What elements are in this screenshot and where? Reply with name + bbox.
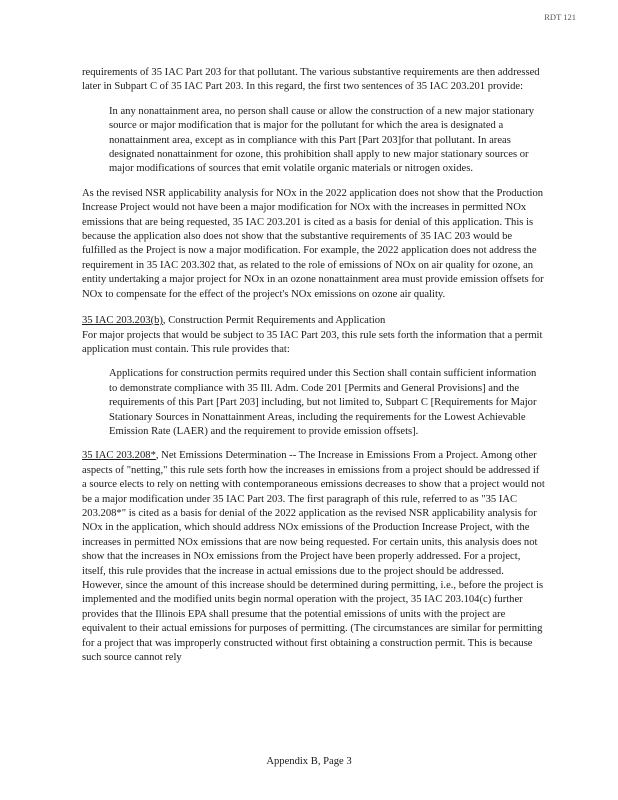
paragraph-nox-analysis: As the revised NSR applicability analysis for NOx in the 2022 application does not show that the Production Increase Project would not have been a major modification for NOx with the increases in permitted NOx emissions that are being requested, 35 IAC 203.201 is cited as a basis for denial of this application. This is because the application also does not show that the substantive requirements of 35 IAC 203 would be fulfilled as the Project is now a major modification. For example, the 2022 application does not address the requirement in 35 IAC 203.302 that, as related to the role of emissions of NOx on air quality for ozone, an entity undertaking a major project for NOx in an ozone nonattainment area must provide emission offsets for NOx to compensate for the effect of the project's NOx emissions on ozone air quality. <box>82 187 544 300</box>
block-quote-203-201: In any nonattainment area, no person shall cause or allow the construction of a new major stationary source or major modification that is major for the pollutant for which the area is designated a nonattainment area, except as in compliance with this Part [Part 203]for that pollutant. In areas designated nonattainment for ozone, this prohibition shall apply to new major stationary sources or major modifications of sources that emit volatile organic materials or nitrogen oxides. <box>109 105 535 175</box>
paragraph-203-203b-body: For major projects that would be subject to 35 IAC Part 203, this rule sets forth the information that a permit application must contain. This rule provides that: <box>82 329 543 355</box>
block-quote-203-203b: Applications for construction permits required under this Section shall contain sufficient information to demonstrate compliance with 35 Ill. Adm. Code 201 [Permits and General Provisions] and the requirements of this Part [Part 203] including, but not limited to, Subpart C [Requirements for Major Stationary Sources in Nonattainment Areas, including the requirements for the Lowest Achievable Emission Rate (LAER) and the requirement to provide emission offsets]. <box>109 368 537 437</box>
document-body <box>82 66 546 665</box>
paragraph-intro: requirements of 35 IAC Part 203 for that pollutant. The various substantive requirements are then addressed later in Subpart C of 35 IAC Part 203. In this regard, the first two sentences of 35 IAC 203.201 provide: <box>82 67 540 93</box>
paragraph-203-208 <box>82 449 546 665</box>
net-emissions-text: , Net Emissions Determination -- The Increase in Emissions From a Project. Among other aspects of "netting," this rule sets forth how the increases in emissions from a project should be addressed if a source elects to rely on netting with contemporaneous emissions decreases to show that a project would not be a major modification under 35 IAC Part 203. The first paragraph of this rule, referred to as "35 IAC 203.208*" is cited as a basis for denial of the 2022 application as the revised NSR applicability analysis for NOx in the application, which should address NOx emissions of the Production Increase Project, with the increases in permitted NOx emissions that are now being requested. For certain units, this analysis does not show that the increases in NOx emissions from the Project have been properly addressed. For a project, itself, this rule provides that the increase in actual emissions due to the project should be addressed. However, since the amount of this increase should be determined during permitting, i.e., before the project is implemented and the modified units begin normal operation with the project, 35 IAC 203.104(c) further provides that the Illinois EPA shall presume that the potential emissions of units with the project are equivalent to their actual emissions for purposes of permitting. (The circumstances are similar for permitting for a project that was improperly constructed without first obtaining a construction permit. This is because such source cannot rely <box>82 450 545 664</box>
paragraph-203-203b-heading <box>82 314 546 328</box>
heading-construction-permit: , Construction Permit Requirements and Application <box>162 315 386 327</box>
citation-203-208: 35 IAC 203.208* <box>82 450 156 462</box>
document-code: RDT 121 <box>544 12 576 22</box>
citation-203-203b: 35 IAC 203.203(b) <box>82 315 163 327</box>
page-footer: Appendix B, Page 3 <box>266 756 352 767</box>
